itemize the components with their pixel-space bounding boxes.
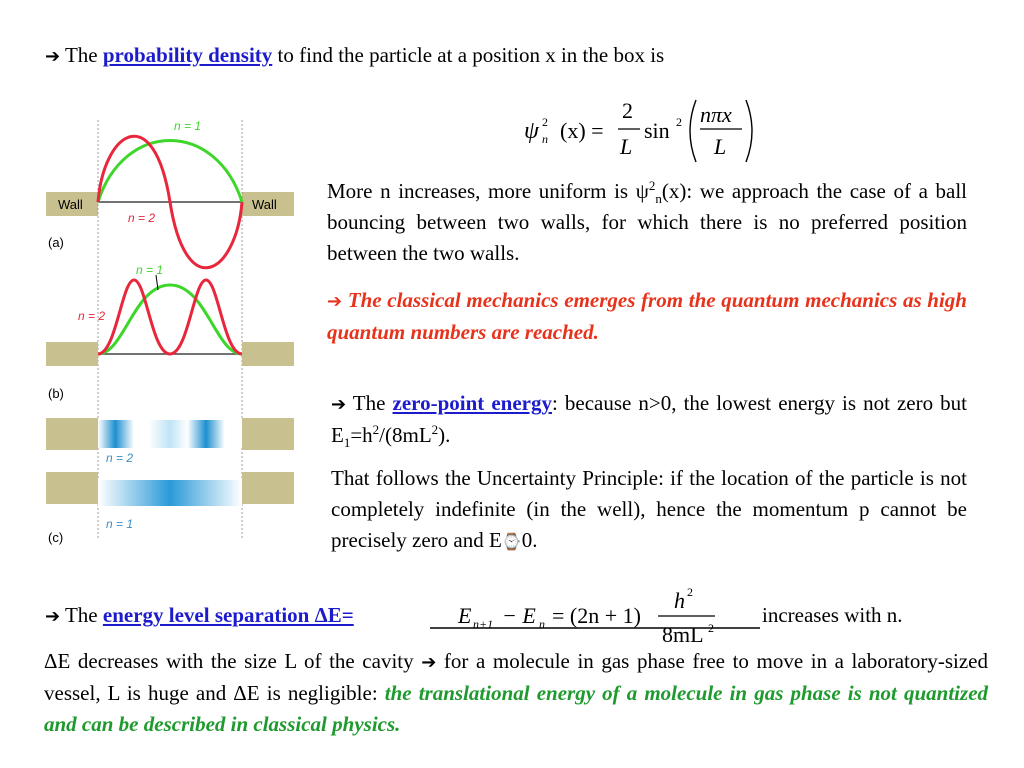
label-c-n1: n = 1 <box>106 517 134 531</box>
wall-right-b <box>242 342 294 366</box>
uniform-sub: n <box>655 191 662 207</box>
arrow-right-icon: ➔ <box>45 46 61 67</box>
wall-left-b <box>46 342 98 366</box>
frac-num: 2 <box>622 98 633 123</box>
final-paragraph <box>44 646 988 740</box>
separation-formula-svg <box>430 578 765 650</box>
label-a-n2: n = 2 <box>128 211 156 225</box>
zero-sub: 1 <box>343 435 351 451</box>
eq-sub1: n+1 <box>473 617 494 631</box>
uncertainty-paragraph <box>331 463 967 557</box>
label-c: (c) <box>48 530 64 545</box>
left-paren <box>690 100 696 162</box>
psi-sub: n <box>542 132 548 146</box>
sep-rest-text: increases with n. <box>762 603 903 627</box>
final-text-2: for a molecule in gas phase free to move in a laboratory-sized vessel, L is huge and ΔE is negligible: <box>44 649 988 705</box>
zero-text-4: ). <box>438 423 451 447</box>
eq-minus: − E <box>502 603 536 628</box>
wall-right-c2 <box>242 472 294 504</box>
particle-in-box-figure <box>44 110 296 555</box>
sep-prefix: The <box>64 603 98 627</box>
wave-n1-b <box>98 285 242 354</box>
zero-text-2: =h <box>350 423 373 447</box>
label-b-n1: n = 1 <box>136 263 164 277</box>
arrow-right-icon: ➔ <box>421 652 437 673</box>
wave-n1-a <box>98 141 242 203</box>
arrow-right-icon: ➔ <box>327 291 343 312</box>
sin-sup: 2 <box>676 115 682 129</box>
label-a-n1: n = 1 <box>174 119 202 133</box>
zero-text-1: : because n>0, the lowest energy is not zero but E <box>331 391 968 447</box>
figure-svg <box>44 110 296 555</box>
eq-num: h <box>674 588 685 613</box>
clock-symbol-icon: ⌚ <box>501 532 522 551</box>
uniform-sup: 2 <box>648 178 656 193</box>
label-c-n2: n = 2 <box>106 451 134 465</box>
psi-sup: 2 <box>542 115 548 129</box>
arrow-right-icon: ➔ <box>45 606 61 627</box>
eq-den-sup: 2 <box>708 621 714 635</box>
intro-rest: to find the particle at a position x in the box is <box>277 43 665 67</box>
intro-prefix: The <box>64 43 98 67</box>
probability-density-link[interactable]: probability density <box>102 43 273 67</box>
classical-text: The classical mechanics emerges from the quantum mechanics as high quantum numbers are reached. <box>327 288 967 344</box>
eq-sub2: n <box>539 617 545 631</box>
zero-point-energy-link[interactable]: zero-point energy <box>392 391 552 415</box>
label-b-n2: n = 2 <box>78 309 106 323</box>
zero-prefix: The <box>352 391 386 415</box>
intro-line <box>45 40 845 72</box>
uniform-text-2: (x): we approach the case of a ball bouncing between two walls, for which there is no preferred position between the two walls. <box>327 179 967 265</box>
psi-formula-svg <box>520 96 760 166</box>
zero-sup-1: 2 <box>372 422 380 437</box>
right-paren <box>746 100 752 162</box>
eq-den: 8mL <box>662 622 704 647</box>
density-n2 <box>98 420 242 448</box>
final-green-text: the translational energy of a molecule in gas phase is not quantized and can be described in classical physics. <box>44 681 989 736</box>
uniform-text-1: More n increases, more uniform is ψ <box>327 179 649 203</box>
wall-left-label: Wall <box>58 197 83 212</box>
classical-paragraph <box>327 285 967 348</box>
wave-n2-b <box>98 280 242 354</box>
psi-arg: (x) = <box>560 118 604 143</box>
eq-mid: = (2n + 1) <box>552 603 641 628</box>
energy-level-separation-link[interactable]: energy level separation ΔE= <box>102 603 354 627</box>
arrow-right-icon: ➔ <box>331 394 347 415</box>
inner-den: L <box>714 134 727 159</box>
uncertainty-end: 0. <box>521 528 538 552</box>
wall-left-c1 <box>46 418 98 450</box>
psi-formula <box>520 96 760 166</box>
wall-right-label: Wall <box>252 197 277 212</box>
wall-left-c2 <box>46 472 98 504</box>
zero-sup-2: 2 <box>431 422 439 437</box>
frac-den: L <box>620 134 633 159</box>
inner-num: nπx <box>700 102 732 127</box>
uncertainty-text: That follows the Uncertainty Principle: if the location of the particle is not completely indefinite (in the well), hence the momentum p cannot be precisely zero and E <box>331 466 967 552</box>
wall-right-c1 <box>242 418 294 450</box>
label-a: (a) <box>48 235 64 250</box>
eq-E: E <box>458 603 472 628</box>
separation-formula <box>430 578 765 650</box>
sin-func: sin <box>644 118 670 143</box>
zero-point-paragraph <box>331 388 967 451</box>
psi-symbol: ψ <box>524 118 539 144</box>
uniform-paragraph <box>327 176 967 269</box>
label-b: (b) <box>48 386 64 401</box>
eq-num-sup: 2 <box>687 585 693 599</box>
final-text-1: ΔE decreases with the size L of the cavity <box>44 649 414 673</box>
zero-text-3: /(8mL <box>379 423 432 447</box>
separation-rest <box>762 600 903 631</box>
density-n1 <box>98 480 242 506</box>
